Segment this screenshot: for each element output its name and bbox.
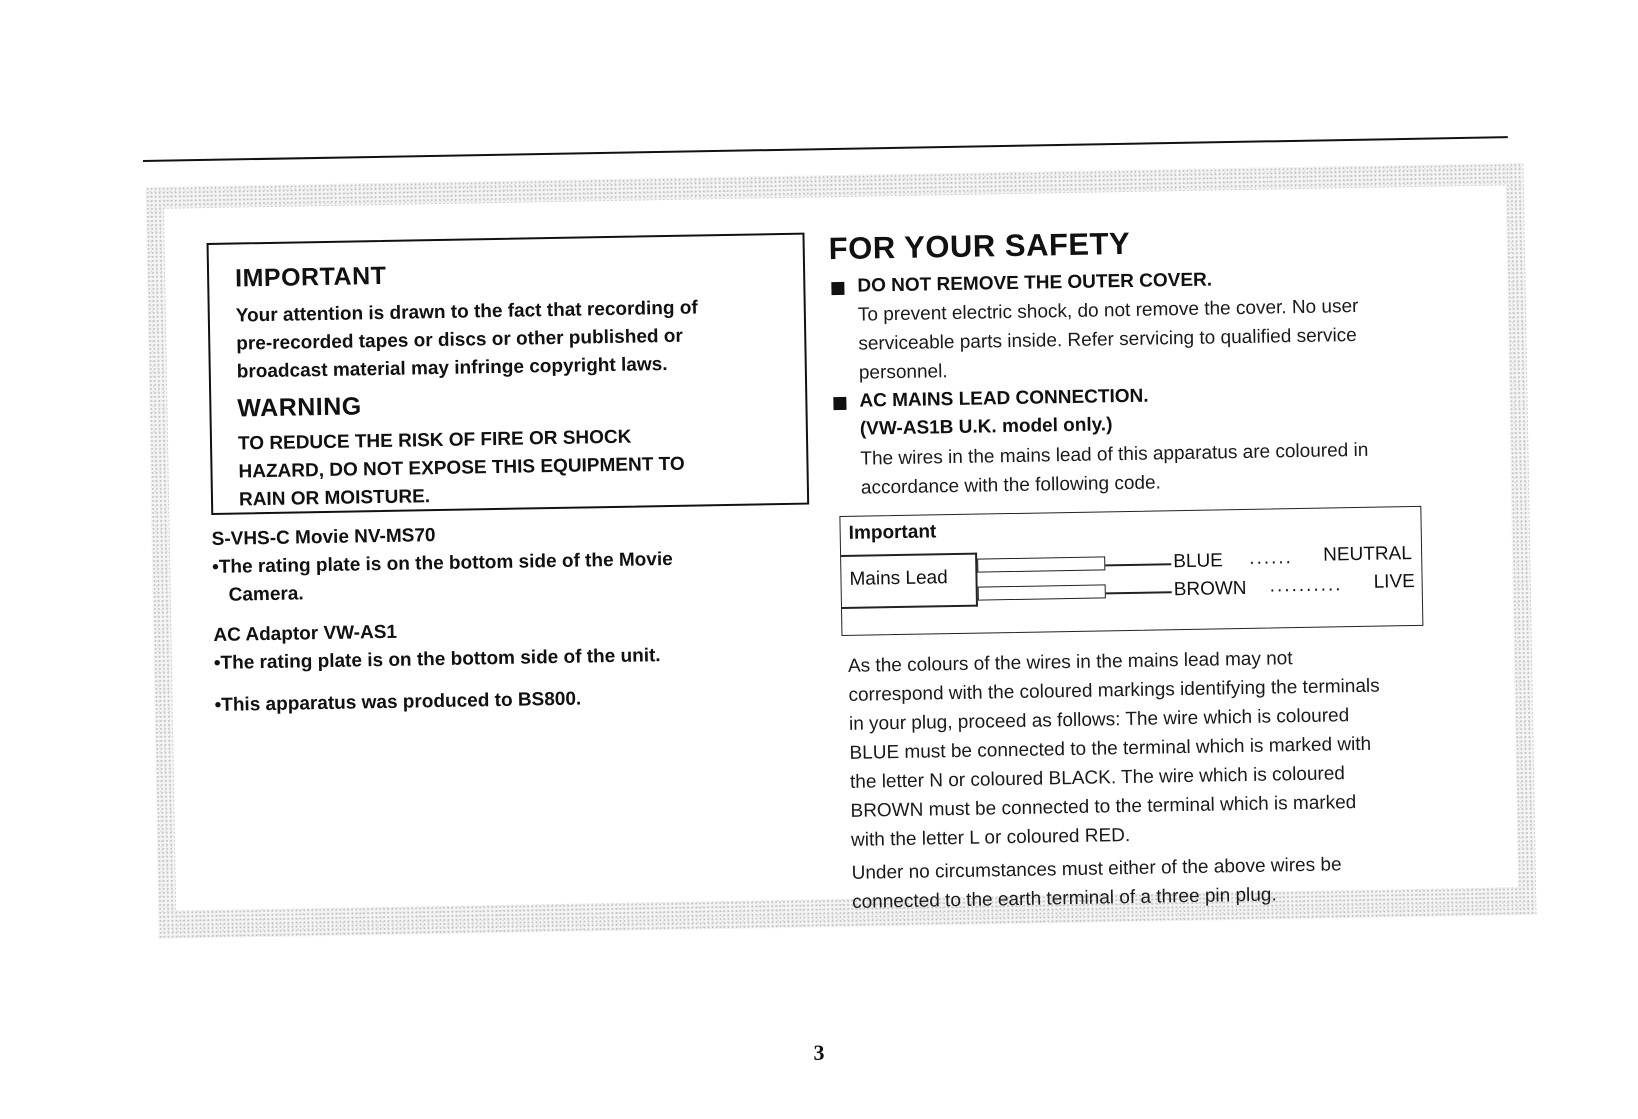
wire-brown-lead [1106, 591, 1172, 594]
wiring-diagram [839, 506, 1423, 636]
frame-content [164, 185, 1518, 913]
warning-line: RAIN OR MOISTURE. [238, 486, 431, 511]
instruction-line: in your plug, proceed as follows: The wire which is coloured [848, 705, 1350, 735]
cover-line: personnel. [858, 361, 948, 384]
page-number: 3 [813, 1040, 825, 1065]
mains-lead-label: Mains Lead [849, 567, 948, 590]
instruction-line: correspond with the coloured markings identifying the terminals [848, 675, 1380, 706]
cover-heading: DO NOT REMOVE THE OUTER COVER. [857, 269, 1213, 297]
diagram-divider [841, 553, 977, 557]
square-bullet-icon [833, 397, 846, 410]
mains-line: The wires in the mains lead of this apparatus are coloured in [860, 439, 1369, 470]
instruction-line: the letter N or coloured BLACK. The wire which is coloured [849, 763, 1346, 793]
cover-text [858, 292, 1360, 388]
wire-blue-lead [1105, 563, 1171, 566]
top-rule [143, 136, 1508, 162]
warning-line: HAZARD, DO NOT EXPOSE THIS EQUIPMENT TO [238, 453, 685, 483]
safety-title: FOR YOUR SAFETY [828, 225, 1131, 267]
instruction-line: BROWN must be connected to the terminal which is marked [850, 792, 1357, 822]
mains-heading: AC MAINS LEAD CONNECTION. [859, 385, 1149, 412]
wire-dots: .......... [1269, 574, 1343, 597]
cover-line: serviceable parts inside. Refer servicing to qualified service [858, 324, 1357, 355]
important-line: broadcast material may infringe copyright laws. [236, 354, 668, 383]
important-text [236, 294, 699, 386]
adaptor-model: AC Adaptor VW-AS1 [213, 621, 398, 646]
warning-text [238, 423, 686, 515]
wire-role-live: LIVE [1373, 570, 1416, 593]
instruction-line: Under no circumstances must either of the above wires be [851, 854, 1342, 884]
important-line: Your attention is drawn to the fact that recording of [235, 297, 698, 327]
important-warning-box [207, 233, 810, 515]
mains-text [860, 436, 1369, 503]
bs800-note: •This apparatus was produced to BS800. [214, 688, 582, 716]
warning-line: TO REDUCE THE RISK OF FIRE OR SHOCK [237, 426, 632, 455]
diagram-divider [842, 605, 978, 609]
camera-note-line: •The rating plate is on the bottom side of the Movie [212, 548, 673, 578]
wire-colour-brown: BROWN [1173, 577, 1247, 601]
wire-role-neutral: NEUTRAL [1322, 543, 1413, 566]
diagram-title: Important [848, 521, 937, 544]
instruction-line: with the letter L or coloured RED. [850, 824, 1131, 851]
instruction-line: BLUE must be connected to the terminal which is marked with [849, 733, 1372, 764]
square-bullet-icon [831, 282, 844, 295]
page-frame [146, 163, 1537, 939]
instruction-line: As the colours of the wires in the mains lead may not [847, 648, 1293, 677]
mains-subheading: (VW-AS1B U.K. model only.) [859, 414, 1113, 440]
camera-model: S-VHS-C Movie NV-MS70 [211, 525, 436, 550]
adaptor-note: •The rating plate is on the bottom side of the unit. [213, 645, 661, 674]
wire-colour-blue: BLUE [1173, 550, 1224, 573]
cover-line: To prevent electric shock, do not remove the cover. No user [857, 295, 1359, 326]
camera-note-line: Camera. [228, 583, 304, 606]
important-line: pre-recorded tapes or discs or other published or [236, 325, 684, 355]
wire-blue [977, 556, 1105, 572]
wire-dots: ...... [1249, 547, 1294, 569]
important-heading: IMPORTANT [234, 261, 387, 293]
mains-line: accordance with the following code. [860, 472, 1162, 499]
wire-brown [978, 584, 1106, 600]
instruction-line: connected to the earth terminal of a three pin plug. [851, 884, 1277, 913]
wiring-instructions [848, 643, 1384, 917]
warning-heading: WARNING [237, 392, 362, 423]
